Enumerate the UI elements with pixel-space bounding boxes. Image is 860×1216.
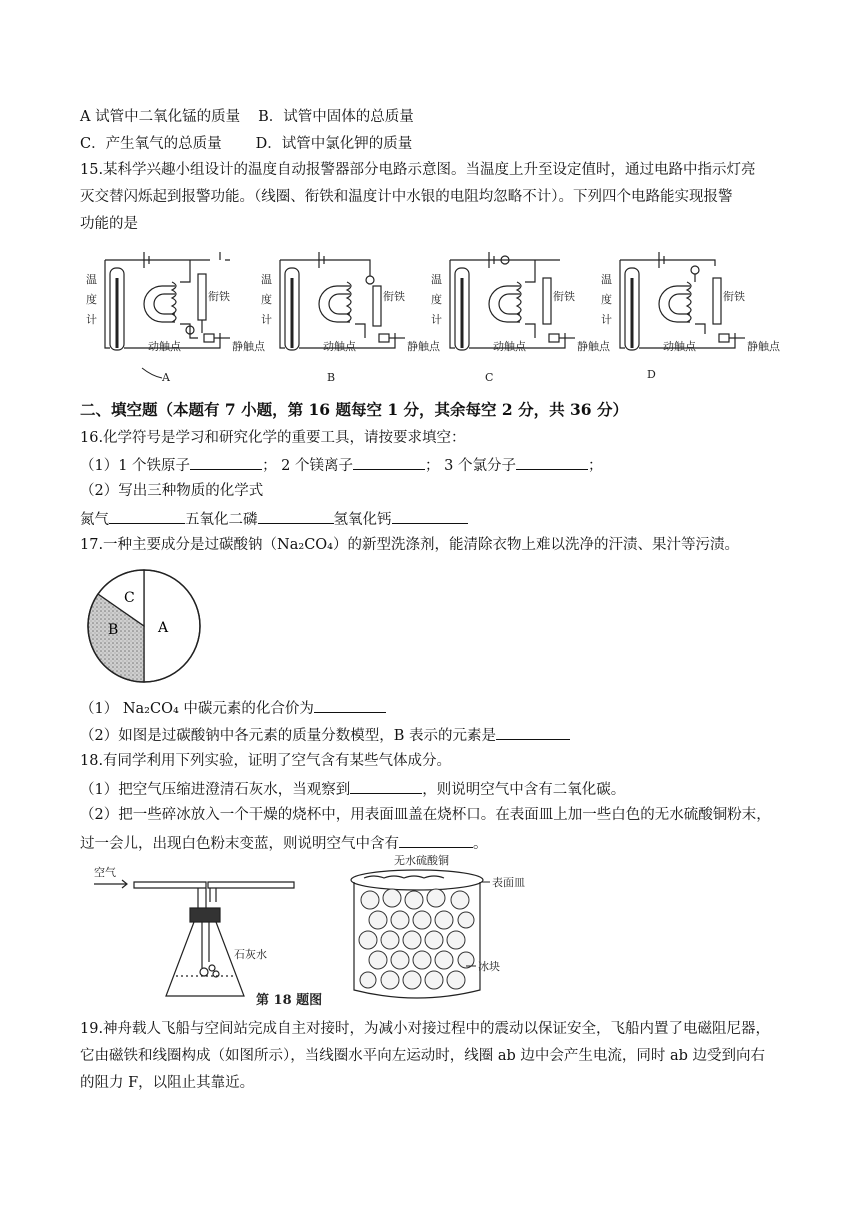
svg-text:衔铁: 衔铁 [553, 290, 575, 303]
circuit-label-c: C [485, 371, 494, 384]
svg-text:衔铁: 衔铁 [208, 290, 230, 303]
question-18-part2a: （2）把一些碎冰放入一个干燥的烧杯中，用表面皿盖在烧杯口。在表面皿上加一些白色的无水硫酸铜粉末， [80, 807, 771, 823]
answer-blank[interactable] [353, 454, 425, 470]
option-a: A 试管中二氧化锰的质量 [80, 109, 241, 125]
question-17-stem: 17.一种主要成分是过碳酸钠（Na₂CO₄）的新型洗涤剂，能清除衣物上难以洗净的汗渍、果汁等污渍。 [80, 537, 739, 553]
answer-blank[interactable] [392, 508, 468, 524]
answer-blank[interactable] [496, 724, 570, 740]
question-14-options-row1 [80, 107, 414, 127]
svg-text:静触点: 静触点 [577, 340, 610, 353]
svg-text:度: 度 [431, 293, 442, 306]
option-d: D．试管中氯化钾的质量 [255, 136, 413, 152]
pie-label-b: B [108, 622, 119, 638]
answer-blank[interactable] [314, 697, 386, 713]
option-b: B．试管中固体的总质量 [258, 109, 414, 125]
svg-text:动触点: 动触点 [663, 340, 696, 353]
pie-label-a: A [158, 620, 169, 636]
svg-text:静触点: 静触点 [407, 340, 440, 353]
circuit-figures [80, 238, 780, 388]
svg-text:度: 度 [261, 293, 272, 306]
question-17-part2: （2）如图是过碳酸钠中各元素的质量分数模型，B 表示的元素是 [80, 724, 570, 746]
question-16-part1: （1）1 个铁原子 ； 2 个镁离子 ； 3 个氯分子 ； [80, 454, 602, 476]
svg-text:静触点: 静触点 [747, 340, 780, 353]
svg-text:静触点: 静触点 [232, 340, 265, 353]
pie-slice-a [144, 570, 200, 682]
svg-text:温: 温 [601, 273, 612, 286]
label-temp-a: 温 [86, 273, 97, 286]
answer-blank[interactable] [109, 508, 185, 524]
svg-text:动触点: 动触点 [493, 340, 526, 353]
question-15-line1: 15.某科学兴趣小组设计的温度自动报警器部分电路示意图。当温度上升至设定值时，通过电路中指示灯亮 [80, 162, 756, 178]
answer-blank[interactable] [516, 454, 588, 470]
svg-text:动触点: 动触点 [323, 340, 356, 353]
question-18-part1: （1）把空气压缩进澄清石灰水，当观察到 ，则说明空气中含有二氧化碳。 [80, 778, 625, 800]
question-17-part1: （1） Na₂CO₄ 中碳元素的化合价为 [80, 697, 386, 719]
question-14-options-row2 [80, 134, 412, 154]
option-c: C．产生氧气的总质量 [80, 136, 222, 152]
section-2-header: 二、填空题（本题有 7 小题，第 16 题每空 1 分，其余每空 2 分，共 36 分） [80, 400, 628, 419]
question-19-line2: 它由磁铁和线圈构成（如图所示），当线圈水平向左运动时，线圈 ab 边中会产生电流，同时 ab 边受到向右 [80, 1048, 766, 1064]
svg-text:动触点: 动触点 [148, 340, 181, 353]
svg-text:计: 计 [601, 313, 612, 326]
svg-text:计: 计 [431, 313, 442, 326]
question-19-line3: 的阻力 F，以阻止其靠近。 [80, 1075, 255, 1091]
circuit-label-a: A [162, 371, 170, 384]
label-dish: 表面皿 [492, 876, 525, 889]
svg-text:计: 计 [86, 313, 97, 326]
label-limewater: 石灰水 [234, 948, 267, 961]
q18-experiment-figure [94, 854, 525, 1008]
svg-text:计: 计 [261, 313, 272, 326]
answer-blank[interactable] [350, 778, 422, 794]
svg-text:度: 度 [601, 293, 612, 306]
label-ice: 冰块 [478, 960, 500, 973]
svg-text:衔铁: 衔铁 [723, 290, 745, 303]
question-16-part2: （2）写出三种物质的化学式 [80, 483, 264, 499]
pie-label-c: C [124, 590, 135, 606]
answer-blank[interactable] [190, 454, 262, 470]
label-cuso4: 无水硫酸铜 [394, 854, 449, 867]
svg-text:衔铁: 衔铁 [383, 290, 405, 303]
svg-text:温: 温 [431, 273, 442, 286]
circuit-label-b: B [327, 371, 336, 384]
question-15-line3: 功能的是 [80, 216, 138, 232]
question-18-stem: 18.有同学利用下列实验，证明了空气含有某些气体成分。 [80, 753, 452, 769]
question-15-line2: 灭交替闪烁起到报警功能。（线圈、衔铁和温度计中水银的电阻均忽略不计）。下列四个电路能实现报警 [80, 189, 733, 205]
question-16-formulas: 氮气 五氧化二磷 氢氧化钙 [80, 508, 468, 530]
question-18-part2b: 过一会儿，出现白色粉末变蓝，则说明空气中含有 。 [80, 832, 488, 854]
answer-blank[interactable] [399, 832, 473, 848]
circuit-label-d: D [647, 368, 656, 381]
svg-text:度: 度 [86, 293, 97, 306]
question-16-stem: 16.化学符号是学习和研究化学的重要工具，请按要求填空： [80, 430, 466, 446]
svg-text:温: 温 [261, 273, 272, 286]
answer-blank[interactable] [258, 508, 334, 524]
label-air: 空气 [94, 866, 116, 879]
pie-chart-figure [84, 566, 204, 686]
figure-caption: 第 18 题图 [256, 993, 323, 1008]
question-19-line1: 19.神舟载人飞船与空间站完成自主对接时，为减小对接过程中的震动以保证安全，飞船内置了电磁阻尼器， [80, 1021, 771, 1037]
